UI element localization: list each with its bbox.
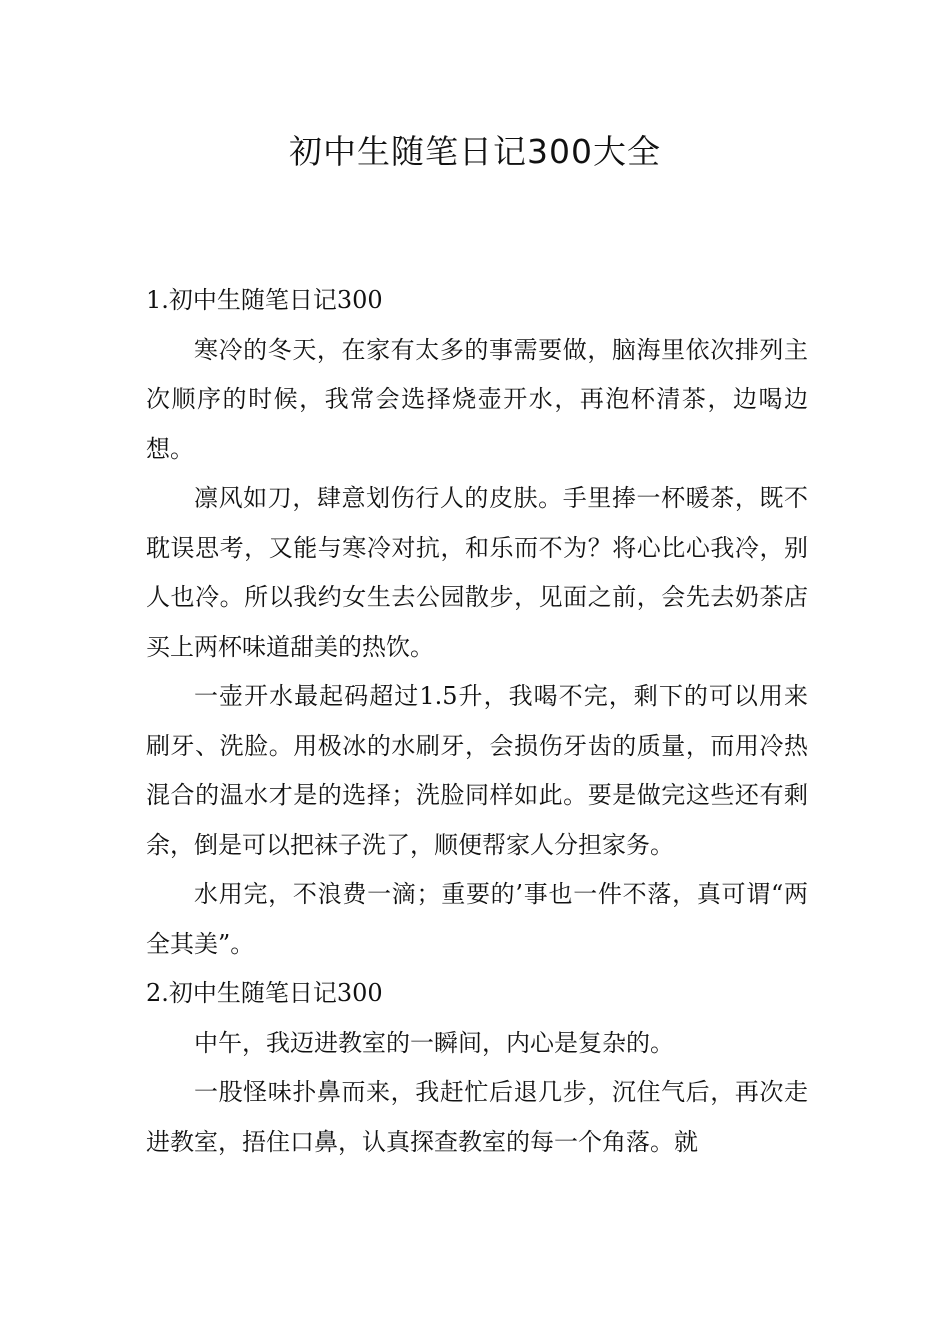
section-2: [146, 969, 808, 1167]
paragraph: 凛风如刀，肆意划伤行人的皮肤。手里捧一杯暖茶，既不耽误思考，又能与寒冷对抗，和乐而不为？将心比心我冷，别人也冷。所以我约女生去公园散步，见面之前，会先去奶茶店买上两杯味道甜美的热饮。: [146, 484, 808, 661]
section-heading: 2.初中生随笔日记300: [146, 979, 383, 1007]
paragraph: 水用完，不浪费一滴；重要的’事也一件不落，真可谓“两全其美”。: [146, 880, 808, 958]
paragraph: 寒冷的冬天，在家有太多的事需要做，脑海里依次排列主次顺序的时候，我常会选择烧壶开水，再泡杯清茶，边喝边想。: [146, 335, 808, 463]
paragraph: 中午，我迈进教室的一瞬间，内心是复杂的。: [194, 1028, 674, 1057]
section-heading: 1.初中生随笔日记300: [146, 286, 383, 314]
section-1: [146, 276, 808, 969]
paragraph: 一股怪味扑鼻而来，我赶忙后退几步，沉住气后，再次走进教室，捂住口鼻，认真探查教室的每一个角落。就: [146, 1078, 808, 1156]
document-body: [146, 276, 808, 1167]
document-title: 初中生随笔日记300大全: [289, 132, 661, 171]
paragraph: 一壶开水最起码超过1.5升，我喝不完，剩下的可以用来刷牙、洗脸。用极冰的水刷牙，会损伤牙齿的质量，而用冷热混合的温水才是的选择；洗脸同样如此。要是做完这些还有剩余，倒是可以把袜子洗了，顺便帮家人分担家务。: [146, 682, 808, 859]
